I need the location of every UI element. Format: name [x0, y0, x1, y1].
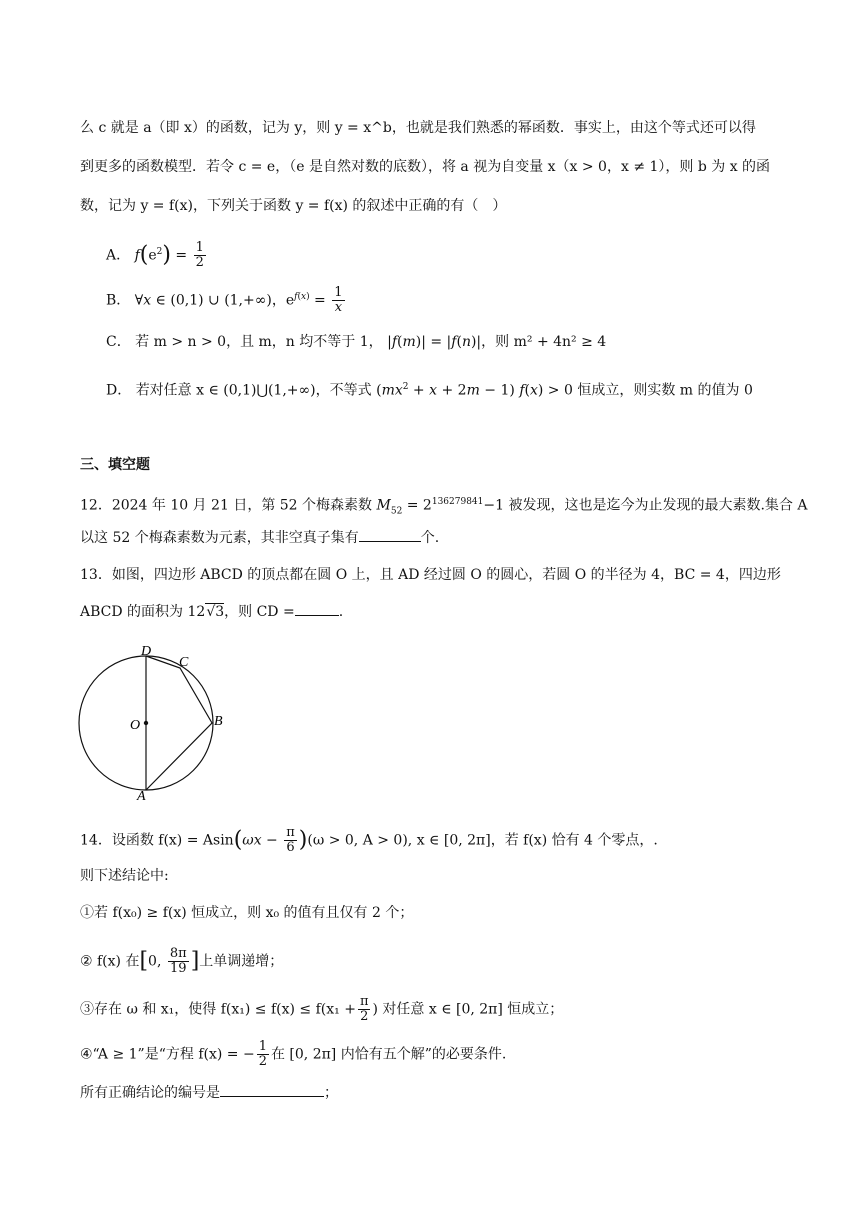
- q12-line-2: [80, 528, 439, 548]
- q14-item-4-b: 在 [0, 2π] 内恰有五个解”的必要条件.: [270, 1046, 507, 1063]
- q14-answer-label: 所有正确结论的编号是: [80, 1085, 220, 1101]
- q14-line-2: 则下述结论中:: [80, 868, 169, 884]
- q14-line-1: 14．设函数 f(x) = Asin(ωx − $\frac{\pi}{6}$ )(ω > 0, A > 0), x ∈ [0, 2π]，若 f(x) 恰有 4 个零点，.: [80, 825, 658, 855]
- label-o: O: [130, 718, 141, 733]
- q12-text-b: −1 被发现，这也是迄今为止发现的最大素数.集合 A: [483, 497, 808, 514]
- q12-text-d: 个.: [420, 530, 440, 546]
- option-a: A． $f(e^2)$ = $\frac{1}{2}$: [106, 240, 204, 270]
- label-d: D: [141, 644, 152, 659]
- intro-line-3: 数，记为 y = f(x)，下列关于函数 y = f(x) 的叙述中正确的有（ ）: [80, 198, 507, 214]
- option-d-text2: 恒成立，则实数 m 的值为 0: [577, 382, 753, 399]
- intro-line-2: 到更多的函数模型．若令 c = e，（e 是自然对数的底数），将 a 视为自变量 x（x > 0，x ≠ 1），则 b 为 x 的函: [80, 159, 771, 175]
- q14-item-2-b: 上单调递增；: [199, 953, 284, 970]
- center-point: [144, 721, 148, 725]
- option-a-label: A．: [106, 247, 131, 264]
- q14-item-2-a: ② f(x) 在: [80, 953, 140, 970]
- option-d: D． 若对任意 x ∈ (0,1)⋃(1,+∞)，不等式 $(mx^2 + x + 2m - 1) f(x) > 0$ 恒成立，则实数 m 的值为 0: [106, 382, 753, 399]
- option-a-frac: $\frac{1}{2}$: [195, 240, 204, 270]
- q12-text-a: 12．2024 年 10 月 21 日，第 52 个梅森素数: [80, 497, 373, 514]
- q14-item-3-b: ) 对任意 x ∈ [0, 2π] 恒成立；: [372, 1001, 564, 1018]
- label-b: B: [214, 714, 223, 729]
- q12-text-c: 以这 52 个梅森素数为元素，其非空真子集有: [80, 530, 359, 546]
- q13-line-1: 13．如图，四边形 ABCD 的顶点都在圆 O 上，且 AD 经过圆 O 的圆心，若圆 O 的半径为 4，BC = 4，四边形: [80, 567, 781, 583]
- option-b: B． ∀x ∈ (0,1) ∪ (1,+∞)，$e^{f(x)}$ = $\frac{1}{x}$: [106, 285, 343, 315]
- circle-quadrilateral-figure: [74, 640, 234, 800]
- option-d-text: 若对任意 x ∈ (0,1)⋃(1,+∞)，不等式: [135, 382, 372, 399]
- q13-text-b: ，则 CD =: [224, 604, 295, 620]
- q12-line-1: 12．2024 年 10 月 21 日，第 52 个梅森素数 $M_{52} = 2^{136279841}-1$ 被发现，这也是迄今为止发现的最大素数.集合 A: [80, 497, 808, 517]
- q14-text-b: (ω > 0, A > 0), x ∈ [0, 2π]，若 f(x) 恰有 4 个零点，.: [307, 832, 658, 849]
- q14-item-4: ④“A ≥ 1”是“方程 f(x) = − $\frac{1}{2}$ 在 [0, 2π] 内恰有五个解”的必要条件.: [80, 1039, 507, 1069]
- q14-item-1: ①若 f(x₀) ≥ f(x) 恒成立，则 x₀ 的值有且仅有 2 个；: [80, 905, 414, 921]
- q13-line-2: ABCD 的面积为 12√3，则 CD = .: [80, 604, 344, 620]
- q13-blank[interactable]: [295, 603, 339, 616]
- intro-line-1: 么 c 就是 a（即 x）的函数，记为 y，则 y = x^b，也就是我们熟悉的幂函数．事实上，由这个等式还可以得: [80, 120, 756, 136]
- section-heading: 三、填空题: [80, 457, 150, 473]
- q13-text-a: ABCD 的面积为 12: [80, 604, 206, 620]
- option-c-text2: ，则 m² + 4n² ≥ 4: [481, 334, 607, 350]
- label-c: C: [179, 655, 189, 670]
- q12-exponent: 136279841: [431, 497, 484, 507]
- option-b-label: B．: [106, 292, 131, 309]
- q14-text-a: 14．设函数 f(x) = Asin: [80, 832, 234, 849]
- option-c: C． 若 m > n > 0，且 m，n 均不等于 1， |f(m)| = |f(n)|，则 m² + 4n² ≥ 4: [106, 334, 607, 350]
- q14-item-3-a: ③存在 ω 和 x₁，使得 f(x₁) ≤ f(x) ≤ f(x₁ +: [80, 1001, 356, 1018]
- segments-dcba: [146, 656, 212, 790]
- q14-item-4-a: ④“A ≥ 1”是“方程 f(x) = −: [80, 1046, 255, 1063]
- q14-answer-line: [80, 1083, 338, 1103]
- option-c-text: 若 m > n > 0，且 m，n 均不等于 1，: [135, 334, 383, 350]
- q13-text-c: .: [338, 604, 344, 620]
- option-b-frac: $\frac{1}{x}$: [334, 285, 343, 315]
- q12-blank[interactable]: [359, 529, 421, 542]
- q14-blank[interactable]: [220, 1084, 324, 1097]
- label-a: A: [137, 789, 146, 800]
- q14-item-2: ② f(x) 在[0, $\frac{8\pi}{19}$ ]上单调递增；: [80, 946, 284, 976]
- q14-item-3: ③存在 ω 和 x₁，使得 f(x₁) ≤ f(x) ≤ f(x₁ + $\frac{\pi}{2}$ ) 对任意 x ∈ [0, 2π] 恒成立；: [80, 994, 564, 1024]
- option-d-label: D．: [106, 382, 132, 399]
- q14-answer-end: ；: [324, 1085, 338, 1101]
- option-c-label: C．: [106, 334, 131, 350]
